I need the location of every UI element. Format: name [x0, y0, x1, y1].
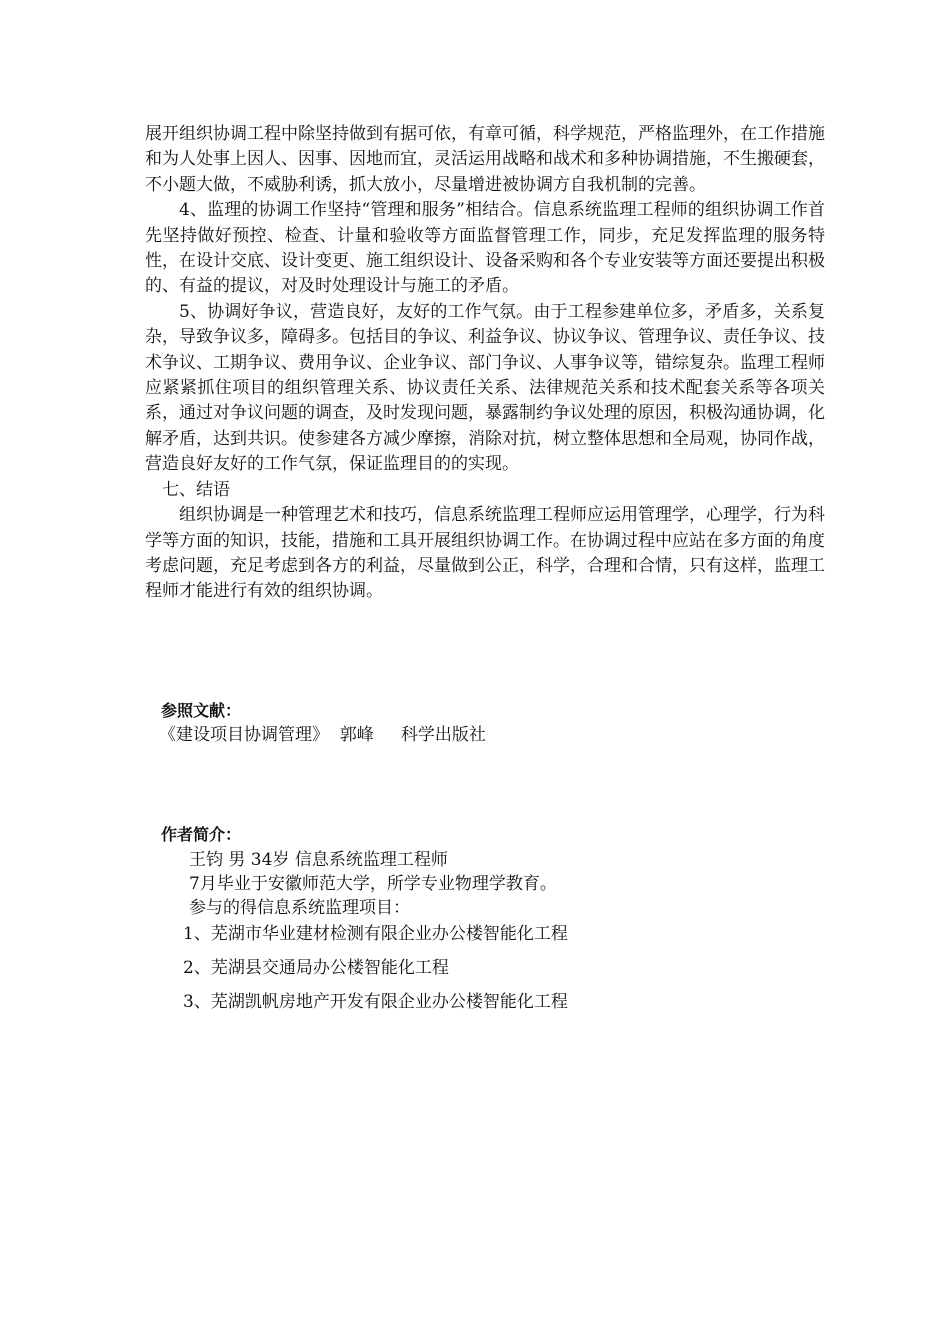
author-label: 作者简介： [161, 825, 242, 844]
references-section [145, 698, 825, 748]
paragraph-5: 5、协调好争议，营造良好，友好的工作气氛。由于工程参建单位多，矛盾多，关系复杂，导致争议多，障碍多。包括目的争议、利益争议、协议争议、管理争议、责任争议、技术争议、工期争议、费用争议、企业争议、部门争议、人事争议等，错综复杂。监理工程师应紧紧抓住项目的组织管理关系、协议责任关系、法律规范关系和技术配套关系等各项关系，通过对争议问题的调查，及时发现问题，暴露制约争议处理的原因，积极沟通协调，化解矛盾，达到共识。使参建各方减少摩擦，消除对抗，树立整体思想和全局观，协同作战，营造良好友好的工作气氛，保证监理目的的实现。 [145, 301, 825, 475]
paragraph-continuation: 展开组织协调工程中除坚持做到有据可依，有章可循，科学规范，严格监理外，在工作措施和为人处事上因人、因事、因地而宜，灵活运用战略和战术和多种协调措施，不生搬硬套，不小题大做，不威胁利诱，抓大放小，尽量增进被协调方自我机制的完善。 [145, 124, 825, 195]
author-projects-intro: 参与的得信息系统监理项目： [189, 898, 410, 918]
author-section [145, 822, 825, 1014]
reference-item: 《建设项目协调管理》 郭峰 科学出版社 [159, 725, 486, 745]
project-item: 1、芜湖市华业建材检测有限企业办公楼智能化工程 [183, 924, 568, 944]
author-basic-info: 王钧 男 34岁 信息系统监理工程师 [189, 850, 448, 870]
body-text [145, 122, 825, 605]
references-label: 参照文献： [161, 701, 242, 720]
project-item: 2、芜湖县交通局办公楼智能化工程 [183, 958, 449, 978]
author-education: 7月毕业于安徽师范大学，所学专业物理学教育。 [189, 874, 557, 894]
section-heading-conclusion: 七、结语 [162, 479, 230, 500]
paragraph-conclusion: 组织协调是一种管理艺术和技巧，信息系统监理工程师应运用管理学，心理学，行为科学等方面的知识，技能，措施和工具开展组织协调工作。在协调过程中应站在多方面的角度考虑问题，充足考虑到各方的利益，尽量做到公正，科学，合理和合情，只有这样，监理工程师才能进行有效的组织协调。 [145, 505, 825, 602]
project-item: 3、芜湖凯帆房地产开发有限企业办公楼智能化工程 [183, 992, 568, 1012]
paragraph-4: 4、监理的协调工作坚持“管理和服务”相结合。信息系统监理工程师的组织协调工作首先坚持做好预控、检查、计量和验收等方面监督管理工作，同步，充足发挥监理的服务特性，在设计交底、设计变更、施工组织设计、设备采购和各个专业安装等方面还要提出积极的、有益的提议，对及时处理设计与施工的矛盾。 [145, 200, 825, 297]
